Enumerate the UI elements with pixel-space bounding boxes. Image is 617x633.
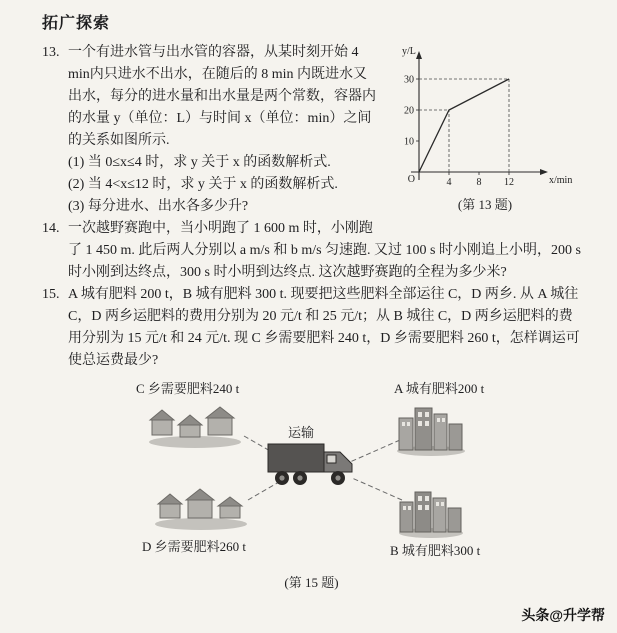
village-d-image [150,482,252,532]
water-volume-line [419,79,509,172]
city-b-image [396,482,466,540]
origin-label: O [407,174,415,185]
chart-dynamic-layer [404,75,514,189]
figure-problem-13 [389,42,581,216]
problem-13-item-3: (3) 每分进水、出水各多少升? [68,199,249,214]
figure-13-caption: (第 13 题) [457,197,513,212]
route-b-to-truck [352,478,402,500]
problem-13-item-2: (2) 当 4<x≤12 时，求 y 关于 x 的函数解析式. [68,177,338,192]
watermark: 头条@升学帮 [521,607,605,623]
truck-image [264,436,358,490]
y-axis-label: y/L [402,46,416,57]
problem-14-number: 14. [42,221,60,236]
problem-13-number: 13. [42,45,60,60]
label-city-b: B 城有肥料300 t [390,543,481,558]
city-a-image [394,400,468,458]
section-title: 拓广探索 [42,15,111,32]
label-transport: 运输 [288,425,315,440]
problem-15 [42,284,581,372]
problem-13-text: 一个有进水管与出水管的容器，从某时刻开始 4 min内只进水不出水，在随后的 8 min 内既进水又出水，每分的进水量和出水量是两个常数，容器内的水量 y（单位：L）与时间 x（单位：min）之间的关系如图所示. [68,45,376,148]
y-axis-arrow-icon [416,51,422,59]
graph-13 [389,42,581,192]
label-city-a: A 城有肥料200 t [394,381,485,396]
figure-15-caption: (第 15 题) [284,575,339,590]
y-tick-label: 20 [404,105,414,117]
problem-13-item-1: (1) 当 0≤x≤4 时，求 y 关于 x 的函数解析式. [68,155,331,170]
y-tick-label: 10 [404,136,414,148]
x-tick-label: 12 [504,177,514,188]
x-tick-label: 4 [446,177,452,188]
y-tick-label: 30 [404,74,414,86]
label-village-d: D 乡需要肥料260 t [142,539,247,554]
x-axis-arrow-icon [540,169,548,175]
x-tick-label: 8 [476,177,482,188]
problem-15-number: 15. [42,287,60,302]
problem-15-text: A 城有肥料 200 t，B 城有肥料 300 t. 现要把这些肥料全部运往 C，D 两乡. 从 A 城往 C，D 两乡运肥料的费用分别为 20 元/t 和 25 元/t；从 B 城往 C，D 两乡运肥料的费用分别为 15 元/t 和 24 元/t. 现 C 乡需要肥料 240 t，D 乡需要肥料 260 t，怎样调运可使总运费最少? [68,287,580,368]
label-village-c: C 乡需要肥料240 t [136,381,240,396]
problem-14 [42,218,581,284]
problem-15-diagram [106,378,546,568]
x-axis-label: x/min [549,175,573,186]
page-content [42,42,581,594]
problem-14-text: 一次越野赛跑中，当小明跑了 1 600 m 时，小刚跑了 1 450 m. 此后两人分别以 a m/s 和 b m/s 匀速跑. 又过 100 s 时小刚追上小明，200 s 时小刚到达终点，300 s 时小明到达终点. 这次越野赛跑的全程为多少米? [68,221,581,280]
village-c-image [144,400,246,450]
